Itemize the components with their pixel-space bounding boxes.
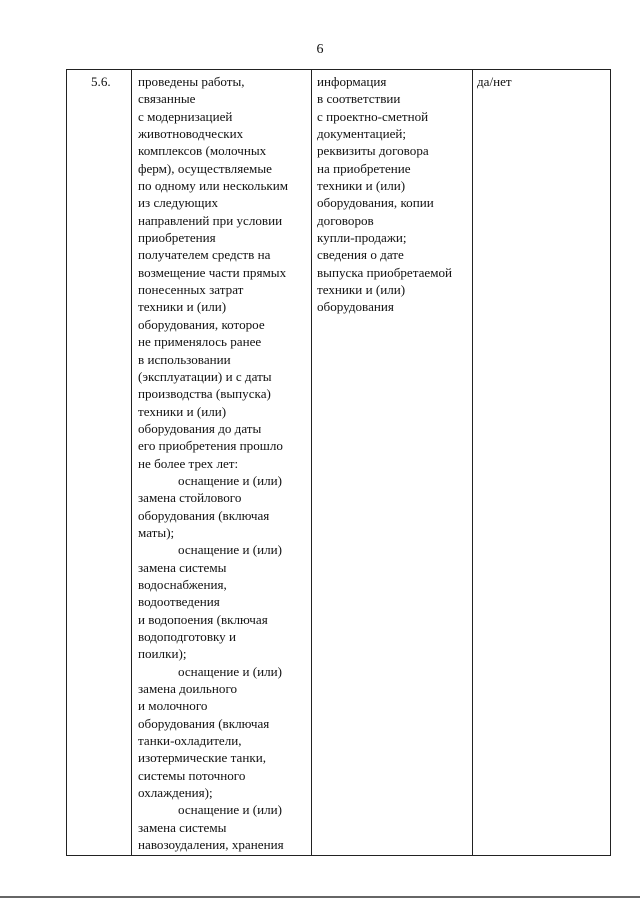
description-line: комплексов (молочных [138,143,267,159]
info-line: купли-продажи; [317,230,407,246]
info-line: документацией; [317,126,407,142]
info-line: оборудования, копии [317,195,434,211]
info-line: реквизиты договора [317,143,429,159]
description-line: оборудования, которое [138,316,265,332]
description-line: водоотведения [138,594,220,610]
description-line: животноводческих [138,126,244,142]
info-line: в соответствии [317,91,401,107]
answer-cell: да/нет [477,74,512,89]
description-line: замена системы [138,559,227,575]
description-line: оборудования (включая [138,715,270,731]
description-line: возмещение части прямых [138,264,287,280]
column-divider [311,70,312,855]
description-line: оснащение и (или) [178,472,283,488]
info-line: сведения о дате [317,247,404,263]
description-line: изотермические танки, [138,750,266,766]
description-line: танки-охладители, [138,733,242,749]
description-line: не применялось ранее [138,334,262,350]
description-line: замена системы [138,819,227,835]
description-line: в использовании [138,351,231,367]
work-description-cell [138,73,288,853]
description-line: ферм), осуществляемые [138,160,272,176]
info-line: техники и (или) [317,282,406,298]
description-line: водоподготовку и [138,629,237,644]
description-line: навозоудаления, хранения [138,837,284,853]
description-line: поилки); [138,646,187,662]
description-line: замена доильного [138,681,238,697]
description-line: оснащение и (или) [178,663,283,679]
description-line: с модернизацией [138,108,233,124]
description-line: системы поточного [138,767,246,783]
description-line: водоснабжения, [138,576,227,592]
column-divider [472,70,473,855]
description-line: из следующих [138,195,219,211]
required-documents-cell [317,73,452,316]
info-line: с проектно-сметной [317,108,429,124]
info-line: оборудования [317,299,394,315]
column-divider [131,70,132,855]
info-line: техники и (или) [317,178,406,194]
requirements-table [66,69,611,856]
description-line: его приобретения прошло [138,438,283,454]
description-line: по одному или нескольким [138,178,289,194]
description-line: не более трех лет: [138,455,239,471]
description-line: оснащение и (или) [178,802,283,818]
row-number: 5.6. [91,74,111,89]
description-line: и водопоения (включая [138,611,268,627]
info-line: выпуска приобретаемой [317,264,453,280]
description-line: оснащение и (или) [178,542,283,558]
description-line: (эксплуатации) и с даты [138,368,272,384]
description-line: маты); [138,524,175,540]
description-line: охлаждения); [138,785,213,801]
description-line: и молочного [138,698,208,714]
page-number: 6 [316,42,324,57]
description-line: приобретения [138,230,216,246]
description-line: техники и (или) [138,299,227,315]
description-line: понесенных затрат [138,282,244,298]
info-line: информация [317,74,387,89]
bottom-rule [0,896,640,898]
description-line: получателем средств на [138,247,271,263]
info-line: на приобретение [317,160,411,176]
description-line: техники и (или) [138,403,227,419]
info-line: договоров [317,212,374,228]
description-line: оборудования (включая [138,507,270,523]
description-line: производства (выпуска) [138,386,271,402]
description-line: оборудования до даты [138,420,262,436]
description-line: направлений при условии [138,212,283,228]
description-line: проведены работы, [138,74,245,89]
description-line: связанные [138,91,196,107]
description-line: замена стойлового [138,490,242,506]
